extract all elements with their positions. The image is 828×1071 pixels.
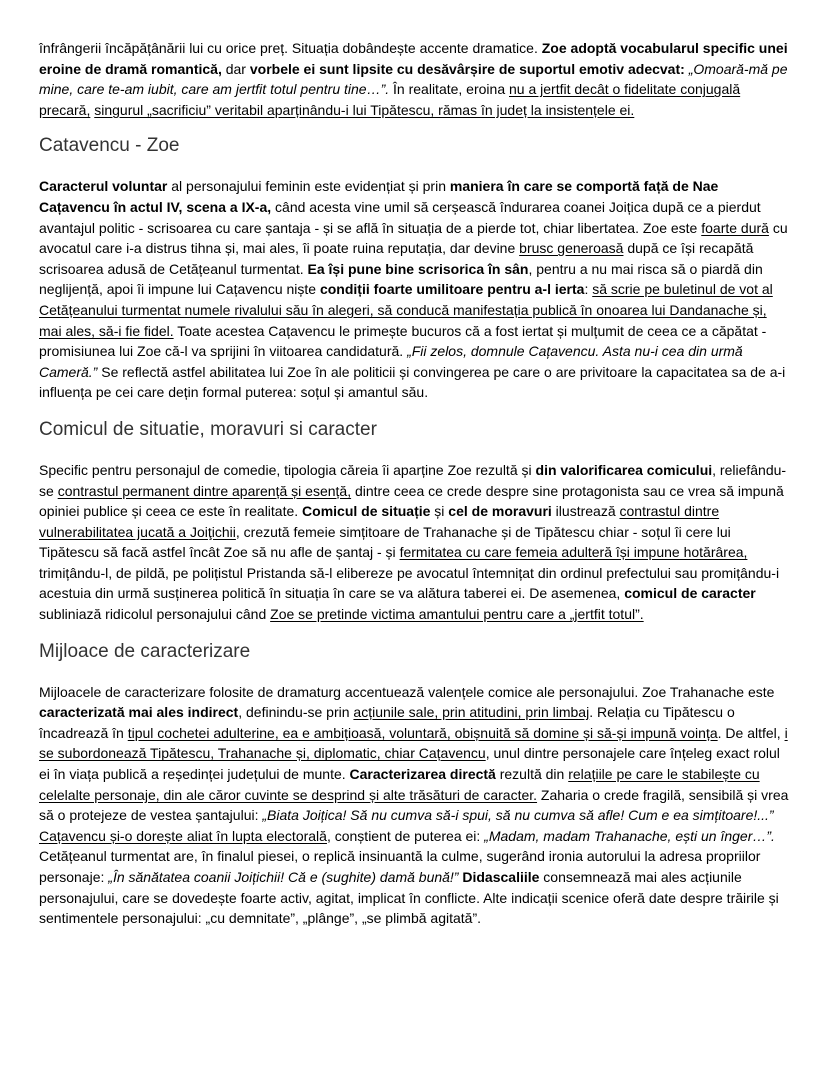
text-run: Cetățeanul turmentat are, în finalul piesei, o replică insinuantă la culme, sugerând ironia autorului la adresa propriilor personaje: bbox=[39, 848, 761, 885]
underlined-text: singurul „sacrificiu” veritabil aparținându-i lui Tipătescu, rămas în județ la insistențele ei. bbox=[94, 101, 635, 118]
italic-quote: „Biata Joițica! Să nu cumva să-i spui, să nu cumva să afle! Cum e ea simțitoare!...” bbox=[262, 807, 774, 824]
bold-text: Caracterul voluntar bbox=[39, 178, 168, 195]
text-run: , crezută femeie simțitoare de Trahanache și de Tipătescu chiar - soțul îi cere lui Tipătescu să facă astfel încât Zoe să nu afle de șantaj - și bbox=[39, 523, 731, 561]
catavencu-paragraph bbox=[39, 176, 791, 403]
underlined-text: Zoe se pretinde victima amantului pentru care a „jertfit totul”. bbox=[270, 606, 644, 623]
text-run: când acesta vine umil să cerșească îndurarea coanei Joițica după ce a pierdut avantajul politic - scrisoarea cu care șantaja - și se află în situația de a pierde tot, chiar libertatea. Zoe este bbox=[39, 198, 761, 236]
mijloace-paragraph bbox=[39, 682, 791, 929]
text-run: subliniază ridicolul personajului când bbox=[39, 606, 271, 623]
text-run: consemnează mai ales acțiunile personajului, care se dovedește foarte activ, agitat, implicat în conflicte. Alte indicații scenice oferă date despre trăirile și sentimentele personajului: „cu demnitate”, „plânge”, „se plimbă agitată”. bbox=[39, 869, 779, 927]
text-run: Toate acestea Cațavencu le primește bucuros că a fost iertat și mulțumit de ceea ce a căpătat - promisiunea lui Zoe că-l va sprijini în viitoarea candidatură. bbox=[39, 322, 767, 360]
bold-text: Didascaliile bbox=[462, 869, 540, 885]
underlined-text: fermitatea cu care femeia adulteră își impune hotărârea, bbox=[399, 544, 748, 561]
comic-paragraph bbox=[39, 460, 791, 625]
bold-text: Zoe adoptă vocabularul specific unei eroine de dramă romantică, bbox=[39, 40, 788, 77]
heading-catavencu-zoe: Catavencu - Zoe bbox=[39, 135, 180, 157]
text-run: , reliefându-se bbox=[39, 461, 787, 499]
bold-text: din valorificarea comicului bbox=[535, 461, 713, 478]
text-run: : bbox=[584, 281, 593, 298]
text-run: , unul dintre personajele care înțeleg exact rolul ei în viața publică a reședinței județului de munte. bbox=[39, 745, 780, 783]
text-run: al personajului feminin este evidențiat și prin bbox=[167, 178, 450, 195]
italic-quote: „Madam, madam Trahanache, ești un înger…”. bbox=[484, 827, 775, 844]
bold-text: comicul de caracter bbox=[624, 585, 756, 602]
bold-text: caracterizată mai ales indirect bbox=[39, 704, 239, 721]
text-run: , pentru a nu mai risca să o piardă din neglijență, apoi îi impune lui Cațavencu niște bbox=[39, 260, 763, 298]
underlined-text: brusc generoasă bbox=[519, 240, 624, 257]
text-run: Zaharia o crede fragilă, sensibilă și vrea să o protejeze de vestea șantajului: bbox=[39, 786, 789, 824]
text-run: Specific pentru personajul de comedie, tipologia căreia îi aparține Zoe rezultă și bbox=[39, 461, 536, 478]
text-run: În realitate, eroina bbox=[389, 81, 509, 98]
italic-quote: „Fii zelos, domnule Cațavencu. Asta nu-i cea din urmă Cameră.” bbox=[39, 343, 743, 380]
intro-paragraph bbox=[39, 38, 791, 120]
text-run: . De altfel, bbox=[717, 724, 785, 741]
text-run: rezultă din bbox=[495, 766, 569, 783]
text-run: Mijloacele de caracterizare folosite de dramaturg accentuează valențele comice ale personajului. Zoe Trahanache este bbox=[39, 683, 775, 700]
bold-text: cel de moravuri bbox=[448, 503, 552, 520]
underlined-text: foarte dură bbox=[701, 219, 769, 236]
underlined-text: să scrie pe buletinul de vot al Cetățeanului turmentat numele rivalului său în alegeri, să conducă manifestația publică în onoarea lui Dandanache și, mai ales, să-i fie fidel. bbox=[39, 281, 773, 339]
text-run: după ce își recapătă scrisoarea adusă de Cetățeanul turmentat. bbox=[39, 240, 754, 277]
underlined-text: nu a jertfit decât o fidelitate conjugală precară, bbox=[39, 81, 741, 118]
bold-text: maniera în care se comportă față de Nae Cațavencu în actul IV, scena a IX-a, bbox=[39, 178, 719, 215]
underlined-text: contrastul permanent dintre aparență și esență, bbox=[57, 482, 352, 499]
underlined-text: relațiile pe care le stabilește cu celelalte personaje, din ale căror cuvinte se desprind și alte trăsături de caracter. bbox=[39, 766, 760, 803]
bold-text: vorbele ei sunt lipsite cu desăvârșire de suportul emotiv adecvat: bbox=[249, 60, 685, 77]
text-run: cu avocatul care i-a distrus tihna și, mai ales, îi poate ruina reputația, dar devine bbox=[39, 219, 788, 257]
text-run: Se reflectă astfel abilitatea lui Zoe în ale politicii și convingerea pe care o are privitoare la capacitatea sa de a-i influența pe cei care dețin formal puterea: soțul și amantul său. bbox=[39, 363, 786, 401]
text-run: ilustrează bbox=[551, 503, 620, 520]
underlined-text: contrastul dintre vulnerabilitatea jucată a Joiţichii bbox=[39, 503, 720, 540]
text-run: dintre ceea ce crede despre sine protagonista sau ce vrea să impună opiniei publice și ceea ce este în realitate. bbox=[39, 482, 784, 520]
bold-text: condiții foarte umilitoare pentru a-l ierta bbox=[319, 281, 585, 298]
text-run: trimițându-l, de pildă, pe polițistul Pristanda să-l elibereze pe avocatul întemnițat din ordinul prefectului sau promițându-i acestuia din urmă susținerea politică în situația în care se va alătura taberei ei. De asemenea, bbox=[39, 564, 780, 602]
text-run: , conștient de puterea ei: bbox=[326, 827, 485, 844]
bold-text: Caracterizarea directă bbox=[349, 766, 496, 783]
italic-quote: „Omoară-mă pe mine, care te-am iubit, care am jertfit totul pentru tine…”. bbox=[39, 60, 788, 98]
text-run: . Relația cu Tipătescu o încadrează în bbox=[39, 704, 735, 741]
underlined-text: i se subordonează Tipătescu, Trahanache și, diplomatic, chiar Cațavencu bbox=[39, 724, 788, 762]
document-body bbox=[39, 38, 791, 929]
heading-mijloace: Mijloace de caracterizare bbox=[39, 640, 251, 662]
heading-comic: Comicul de situatie, moravuri si caracter bbox=[39, 418, 377, 440]
bold-text: Comicul de situație bbox=[302, 503, 431, 520]
underlined-text: Cațavencu și-o dorește aliat în lupta electorală bbox=[39, 827, 327, 844]
bold-text: Ea își pune bine scrisorica în sân bbox=[307, 260, 529, 277]
underlined-text: tipul cochetei adulterine, ea e ambițioasă, voluntară, obișnuită să domine și să-și impună voința bbox=[127, 724, 718, 741]
text-run: , definindu-se prin bbox=[238, 704, 354, 721]
text-run: și bbox=[430, 503, 449, 520]
text-run: înfrângerii încăpățânării lui cu orice preț. Situația dobândește accente dramatice. bbox=[39, 40, 542, 56]
text-run: dar bbox=[221, 60, 250, 77]
underlined-text: acțiunile sale, prin atitudini, prin limbaj bbox=[353, 704, 590, 721]
italic-quote: „În sănătatea coanii Joițichii! Că e (sughite) damă bună!” bbox=[108, 869, 459, 885]
